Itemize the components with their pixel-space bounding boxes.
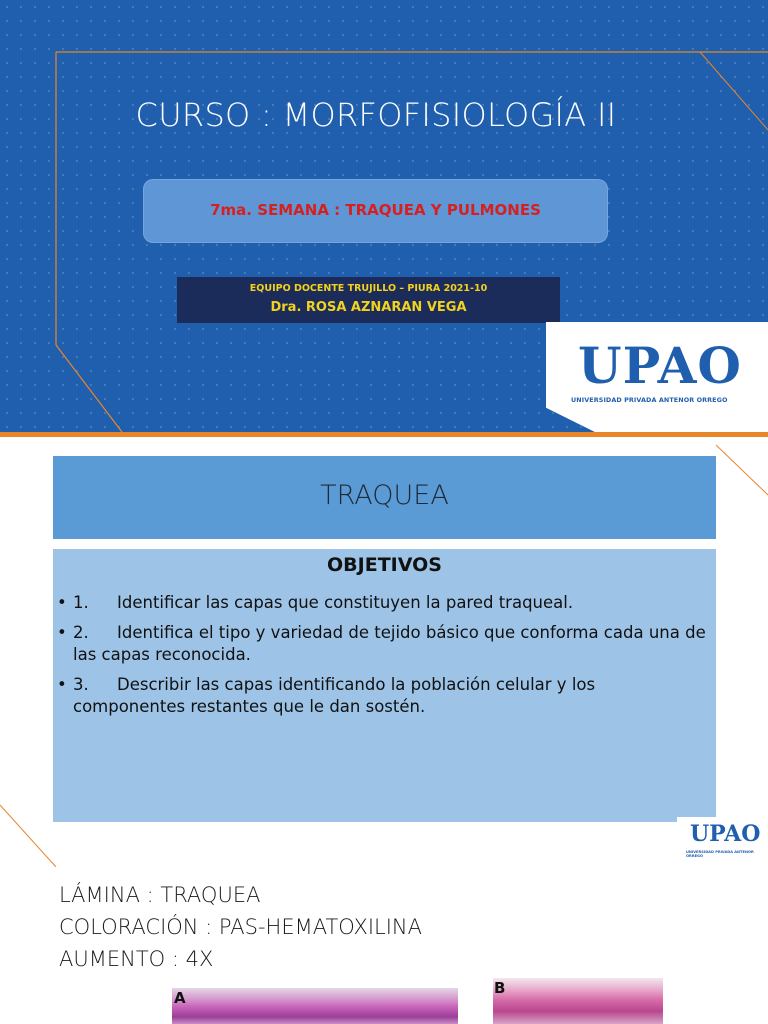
objective-number: 3.: [73, 675, 89, 694]
upao-logo: UPAO: [578, 336, 742, 395]
section-title: TRAQUEA: [320, 480, 449, 511]
micrograph-b: [493, 978, 663, 1024]
teaching-team-label: EQUIPO DOCENTE TRUJILLO – PIURA 2021-10: [249, 283, 488, 294]
course-title: CURSO : MORFOFISIOLOGÍA II: [135, 96, 617, 134]
objective-text: Describir las capas identificando la población celular y los componentes restantes que le dan sostén.: [73, 675, 596, 716]
micrograph-a: [172, 988, 458, 1024]
objective-text: Identifica el tipo y variedad de tejido básico que conforma cada una de las capas reconocida.: [73, 623, 706, 664]
upao-logo-subtitle: UNIVERSIDAD PRIVADA ANTENOR ORREGO: [571, 396, 728, 404]
objective-item: [57, 674, 707, 718]
stain-line: COLORACIÓN : PAS-HEMATOXILINA: [59, 915, 422, 939]
bullet-icon: •: [57, 675, 67, 694]
magnification-line: AUMENTO : 4X: [59, 947, 214, 971]
instructor-name: Dra. ROSA AZNARAN VEGA: [270, 300, 467, 315]
upao-logo-small-subtitle: UNIVERSIDAD PRIVADA ANTENOR ORREGO: [686, 850, 754, 858]
upao-logo-small: UPAO: [690, 821, 761, 847]
section-header: [53, 456, 716, 539]
bullet-icon: •: [57, 623, 67, 642]
objectives-box: [53, 549, 716, 822]
teaching-team-box: [177, 277, 560, 323]
objective-text: Identificar las capas que constituyen la pared traqueal.: [117, 593, 574, 612]
objective-item: [57, 592, 707, 614]
objective-number: 2.: [73, 623, 89, 642]
objective-number: 1.: [73, 593, 89, 612]
objectives-slide: [0, 437, 768, 867]
panel-b-label: B: [494, 979, 506, 997]
objectives-title: OBJETIVOS: [327, 554, 442, 576]
lamina-line: LÁMINA : TRAQUEA: [59, 883, 261, 907]
panel-a-label: A: [174, 989, 186, 1007]
objective-item: [57, 622, 707, 666]
bullet-icon: •: [57, 593, 67, 612]
objectives-list: [57, 592, 707, 726]
week-banner: [143, 179, 608, 243]
week-title: 7ma. SEMANA : TRAQUEA Y PULMONES: [210, 201, 541, 219]
title-slide: [0, 0, 768, 432]
slide-lamina: [0, 867, 768, 1024]
